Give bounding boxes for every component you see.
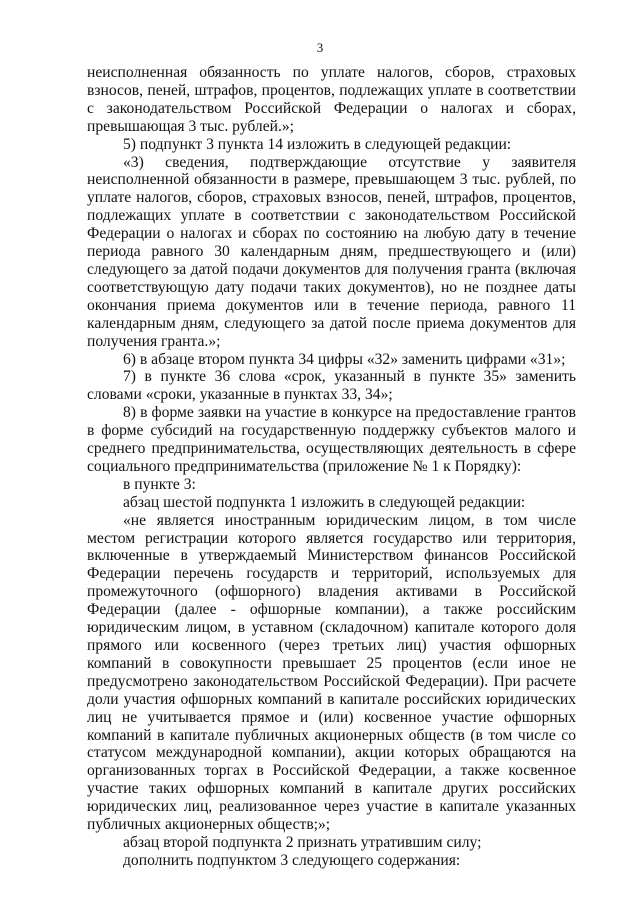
document-body xyxy=(87,64,576,870)
paragraph-4: 6) в абзаце втором пункта 34 цифры «32» заменить цифрами «31»; xyxy=(123,350,566,368)
paragraph-1: неисполненная обязанность по уплате налогов, сборов, страховых взносов, пеней, штрафов, процентов, подлежащих уплате в соответствии с законодательством Российской Федерации о налогах и сборах, превышающая 3 тыс. рублей.»; xyxy=(87,64,576,135)
page-number: 3 xyxy=(316,40,324,55)
paragraph-7: в пункте 3: xyxy=(123,475,196,493)
paragraph-3: «3) сведения, подтверждающие отсутствие у заявителя неисполненной обязанности в размере, превышающем 3 тыс. рублей, по уплате налогов, сборов, страховых взносов, пеней, штрафов, процентов, подлежащих уплате в соответствии с законодательством Российской Федерации о налогах и сборах по состоянию на любую дату в течение периода равного 30 календарным дням, предшествующего и (или) следующего за датой подачи документов для получения гранта (включая соответствующую дату подачи таких документов), но не позднее даты окончания приема документов или в течение периода, равного 11 календарным дням, следующего за датой после приема документов для получения гранта.»; xyxy=(87,153,576,350)
paragraph-11: дополнить подпунктом 3 следующего содержания: xyxy=(123,851,461,869)
paragraph-5: 7) в пункте 36 слова «срок, указанный в пункте 35» заменить словами «сроки, указанные в пунктах 33, 34»; xyxy=(87,368,576,404)
paragraph-10: абзац второй подпункта 2 признать утратившим силу; xyxy=(123,833,482,851)
paragraph-2: 5) подпункт 3 пункта 14 изложить в следующей редакции: xyxy=(123,135,512,153)
paragraph-6: 8) в форме заявки на участие в конкурсе на предоставление грантов в форме субсидий на государственную поддержку субъектов малого и среднего предпринимательства, осуществляющих деятельность в сфере социального предпринимательства (приложение № 1 к Порядку): xyxy=(87,404,576,475)
paragraph-9: «не является иностранным юридическим лицом, в том числе местом регистрации которого является государство или территория, включенные в утверждаемый Министерством финансов Российской Федерации перечень государств и территорий, используемых для промежуточного (офшорного) владения активами в Российской Федерации (далее - офшорные компании), а также российским юридическим лицом, в уставном (складочном) капитале которого доля прямого или косвенного (через третьих лиц) участия офшорных компаний в совокупности превышает 25 процентов (если иное не предусмотрено законодательством Российской Федерации). При расчете доли участия офшорных компаний в капитале российских юридических лиц не учитывается прямое и (или) косвенное участие офшорных компаний в капитале публичных акционерных обществ (в том числе со статусом международной компании), акции которых обращаются на организованных торгах в Российской Федерации, а также косвенное участие таких офшорных компаний в капитале других российских юридических лиц, реализованное через участие в капитале указанных публичных акционерных обществ;»; xyxy=(87,511,576,834)
paragraph-8: абзац шестой подпункта 1 изложить в следующей редакции: xyxy=(123,493,526,511)
